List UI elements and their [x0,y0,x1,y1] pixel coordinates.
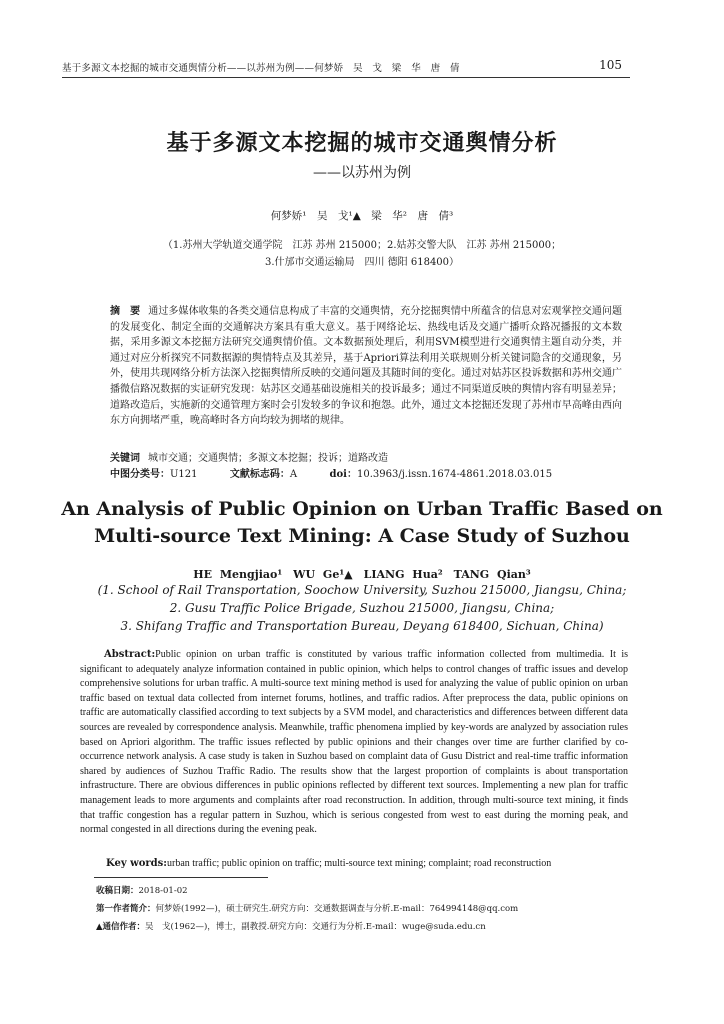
received-label: 收稿日期： [96,886,139,896]
doc-code-value: A [289,469,298,480]
doi-label: doi： [329,469,357,480]
cn-title: 基于多源文本挖掘的城市交通舆情分析 [166,130,558,156]
corresponding-author-note [96,920,486,932]
cn-authors: 何梦娇¹ 吴 戈¹▲ 梁 华² 唐 倩³ [270,210,454,222]
en-keywords-label: Key words: [106,858,167,869]
en-abstract [80,648,628,838]
page-number: 105 [599,58,622,72]
en-title-line: An Analysis of Public Opinion on Urban Traffic Based on [61,498,663,520]
corresponding-value: 吴 戈(1962—)，博士，副教授.研究方向：交通行为分析.E-mail：wuge@suda.edu.cn [145,922,486,932]
cn-classification [110,465,622,480]
received-date-note [96,884,188,896]
cn-keywords [110,449,622,464]
cn-abstract-label: 摘 要 [110,306,141,317]
running-header: 基于多源文本挖掘的城市交通舆情分析——以苏州为例——何梦娇 吴 戈 梁 华 唐 倩 [62,63,460,74]
doc-code-label: 文献标志码： [229,469,290,480]
first-author-label: 第一作者简介： [96,904,156,914]
clc-label: 中图分类号： [110,469,170,480]
en-keywords-text: urban traffic; public opinion on traffic; multi-source text mining; complaint; road reconstruction [167,858,552,869]
cn-abstract-text: 通过多媒体收集的各类交通信息构成了丰富的交通舆情，充分挖掘舆情中所蕴含的信息对宏观掌控交通问题的发展变化、制定全面的交通解决方案具有重大意义。基于网络论坛、热线电话及交通广播听众路况播报的文本数据，采用多源文本挖掘方法研究交通舆情价值。文本数据预处理后，利用SVM模型进行交通舆情主题自动分类，并通过对应分析探究不同数据源的舆情特点及其差异，基于Apriori算法利用关联规则分析关键词隐含的交通现象，另外，使用共现网络分析方法深入挖掘舆情所反映的交通问题及其随时间的变化。通过对姑苏区投诉数据和苏州交通广播微信路况数据的实证研究发现：姑苏区交通基础设施相关的投诉最多；通过不同渠道反映的舆情内容有明显差异；道路改造后，实施新的交通管理方案时会引发较多的争议和抱怨。此外，通过文本挖掘还发现了苏州市早高峰由西向东方向拥堵严重，晚高峰时各方向均较为拥堵的规律。 [110,306,623,427]
en-affiliation-line: 2. Gusu Traffic Police Brigade, Suzhou 215000, Jiangsu, China; [169,601,555,615]
first-author-note [96,902,518,914]
clc-value: U121 [170,469,198,480]
cn-affiliation-line: 3.什邡市交通运输局 四川 德阳 618400） [264,257,460,268]
en-title-line: Multi-source Text Mining: A Case Study of Suzhou [94,525,630,547]
header-rule [62,77,630,78]
en-keywords [106,858,626,869]
en-affiliation-line: (1. School of Rail Transportation, Soochow University, Suzhou 215000, Jiangsu, China; [97,583,627,597]
cn-abstract [110,304,622,429]
en-affiliation-line: 3. Shifang Traffic and Transportation Bureau, Deyang 618400, Sichuan, China) [120,619,604,633]
footnote-rule [94,877,268,878]
received-value: 2018-01-02 [138,886,188,896]
en-abstract-label: Abstract: [104,649,156,660]
corresponding-label: ▲通信作者： [96,922,146,932]
en-authors: HE Mengjiao¹ WU Ge¹▲ LIANG Hua² TANG Qian³ [193,568,531,581]
cn-keywords-label: 关键词 [110,453,140,464]
first-author-value: 何梦娇(1992—)，硕士研究生.研究方向：交通数据调查与分析.E-mail：764994148@qq.com [155,904,519,914]
cn-subtitle: ——以苏州为例 [313,165,411,181]
doi-value: 10.3963/j.issn.1674-4861.2018.03.015 [356,469,553,480]
en-abstract-text: Public opinion on urban traffic is constituted by various traffic information collected from multimedia. It is significant to adequately analyze information contained in public opinion, which helps to control changes of traffic issues and develop comprehensive solutions for urban traffic. A multi-source text mining method is used for analyzing the value of public opinion on urban traffic based on textual data collected from internet forums, hotlines, and traffic radios. After preprocess the data, public opinions on traffic are automatically classified according to text subjects by a SVM model, and characteristics and differences between different data sources are revealed by correspondence analysis. Meanwhile, traffic phenomena implied by key-words are analyzed by association rules based on Apriori algorithm. The traffic issues reflected by public opinions and their changes over time are further clarified by co-occurrence network analysis. A case study is taken in Suzhou based on complaint data of Gusu District and real-time traffic information shared by audiences of Suzhou Traffic Radio. The results show that the largest proportion of complaints is about transportation infrastructure. There are obvious differences in public opinions reflected by different text sources. Implementing a new plan for traffic management leads to more arguments and complaints after road reconstruction. In addition, through multi-source text mining, it finds that traffic congestion has a regular pattern in Suzhou, which is serious congested from west to east during the morning peak, and normal congested in all directions during the evening peak. [80,649,628,836]
cn-keywords-text: 城市交通；交通舆情；多源文本挖掘；投诉；道路改造 [148,453,388,464]
cn-affiliation-line: （1.苏州大学轨道交通学院 江苏 苏州 215000；2.姑苏交警大队 江苏 苏州 215000； [162,240,562,251]
